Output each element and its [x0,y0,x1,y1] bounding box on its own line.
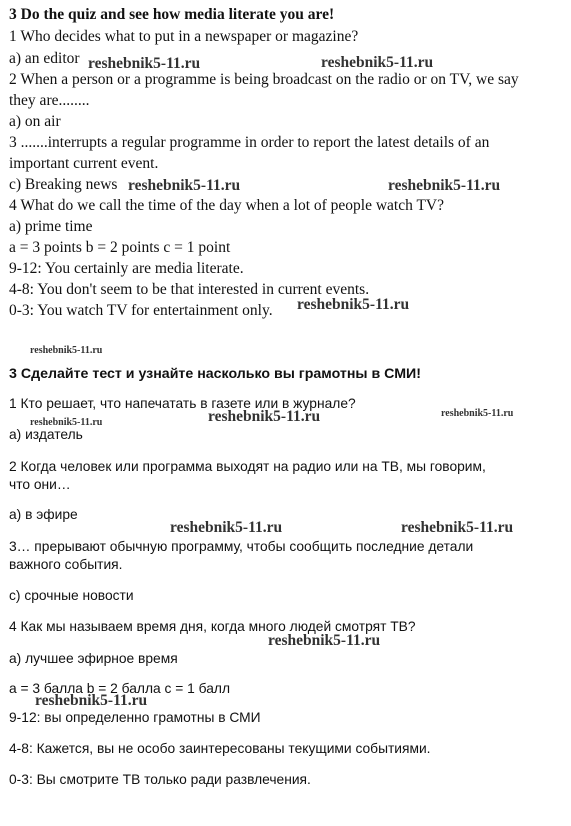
english-question-3-line-2: important current event. [9,155,159,172]
english-result-low: 0-3: You watch TV for entertainment only. [9,302,273,319]
watermark: reshebnik5-11.ru [30,345,103,356]
russian-question-3-line-1: 3… прерывают обычную программу, чтобы сообщить последние детали [9,539,474,554]
english-question-2-line-2: they are........ [9,92,90,109]
english-question-2-line-1: 2 When a person or a programme is being broadcast on the radio or on TV, we say [9,71,519,88]
russian-result-low: 0-3: Вы смотрите ТВ только ради развлечения. [9,772,311,787]
watermark: reshebnik5-11.ru [35,692,148,709]
english-result-mid: 4-8: You don't seem to be that interested in current events. [9,281,370,298]
watermark: reshebnik5-11.ru [268,632,381,649]
english-question-3-line-1: 3 .......interrupts a regular programme in order to report the latest details of an [9,134,490,151]
russian-answer-4: а) лучшее эфирное время [9,651,178,666]
watermark: reshebnik5-11.ru [441,408,514,419]
english-answer-3: c) Breaking news [9,176,118,193]
english-scoring: a = 3 points b = 2 points c = 1 point [9,239,231,256]
watermark: reshebnik5-11.ru [321,54,434,71]
watermark: reshebnik5-11.ru [208,408,321,425]
watermark: reshebnik5-11.ru [88,55,201,72]
russian-result-high: 9-12: вы определенно грамотны в СМИ [9,710,261,725]
english-title: 3 Do the quiz and see how media literate you are! [9,6,335,23]
watermark: reshebnik5-11.ru [388,177,501,194]
english-result-high: 9-12: You certainly are media literate. [9,260,244,277]
english-answer-1: a) an editor [9,50,80,67]
english-question-4: 4 What do we call the time of the day when a lot of people watch TV? [9,197,445,214]
russian-result-mid: 4-8: Кажется, вы не особо заинтересованы текущими событиями. [9,741,431,756]
russian-question-4: 4 Как мы называем время дня, когда много людей смотрят ТВ? [9,619,416,634]
english-answer-2: a) on air [9,113,61,130]
watermark: reshebnik5-11.ru [401,519,514,536]
russian-scoring: a = 3 балла b = 2 балла c = 1 балл [9,681,231,696]
russian-answer-3: с) срочные новости [9,588,134,603]
russian-question-1: 1 Кто решает, что напечатать в газете или в журнале? [9,396,356,411]
watermark: reshebnik5-11.ru [30,417,103,428]
english-answer-4: a) prime time [9,218,93,235]
russian-question-3-line-2: важного события. [9,557,123,572]
russian-question-2-line-2: что они… [9,477,71,492]
english-question-1: 1 Who decides what to put in a newspaper or magazine? [9,28,359,45]
watermark: reshebnik5-11.ru [297,296,410,313]
watermark: reshebnik5-11.ru [170,519,283,536]
russian-question-2-line-1: 2 Когда человек или программа выходят на радио или на ТВ, мы говорим, [9,459,486,474]
russian-answer-2: а) в эфире [9,507,78,522]
russian-title: 3 Сделайте тест и узнайте насколько вы грамотны в СМИ! [9,366,421,382]
russian-answer-1: а) издатель [9,427,83,442]
watermark: reshebnik5-11.ru [128,177,241,194]
